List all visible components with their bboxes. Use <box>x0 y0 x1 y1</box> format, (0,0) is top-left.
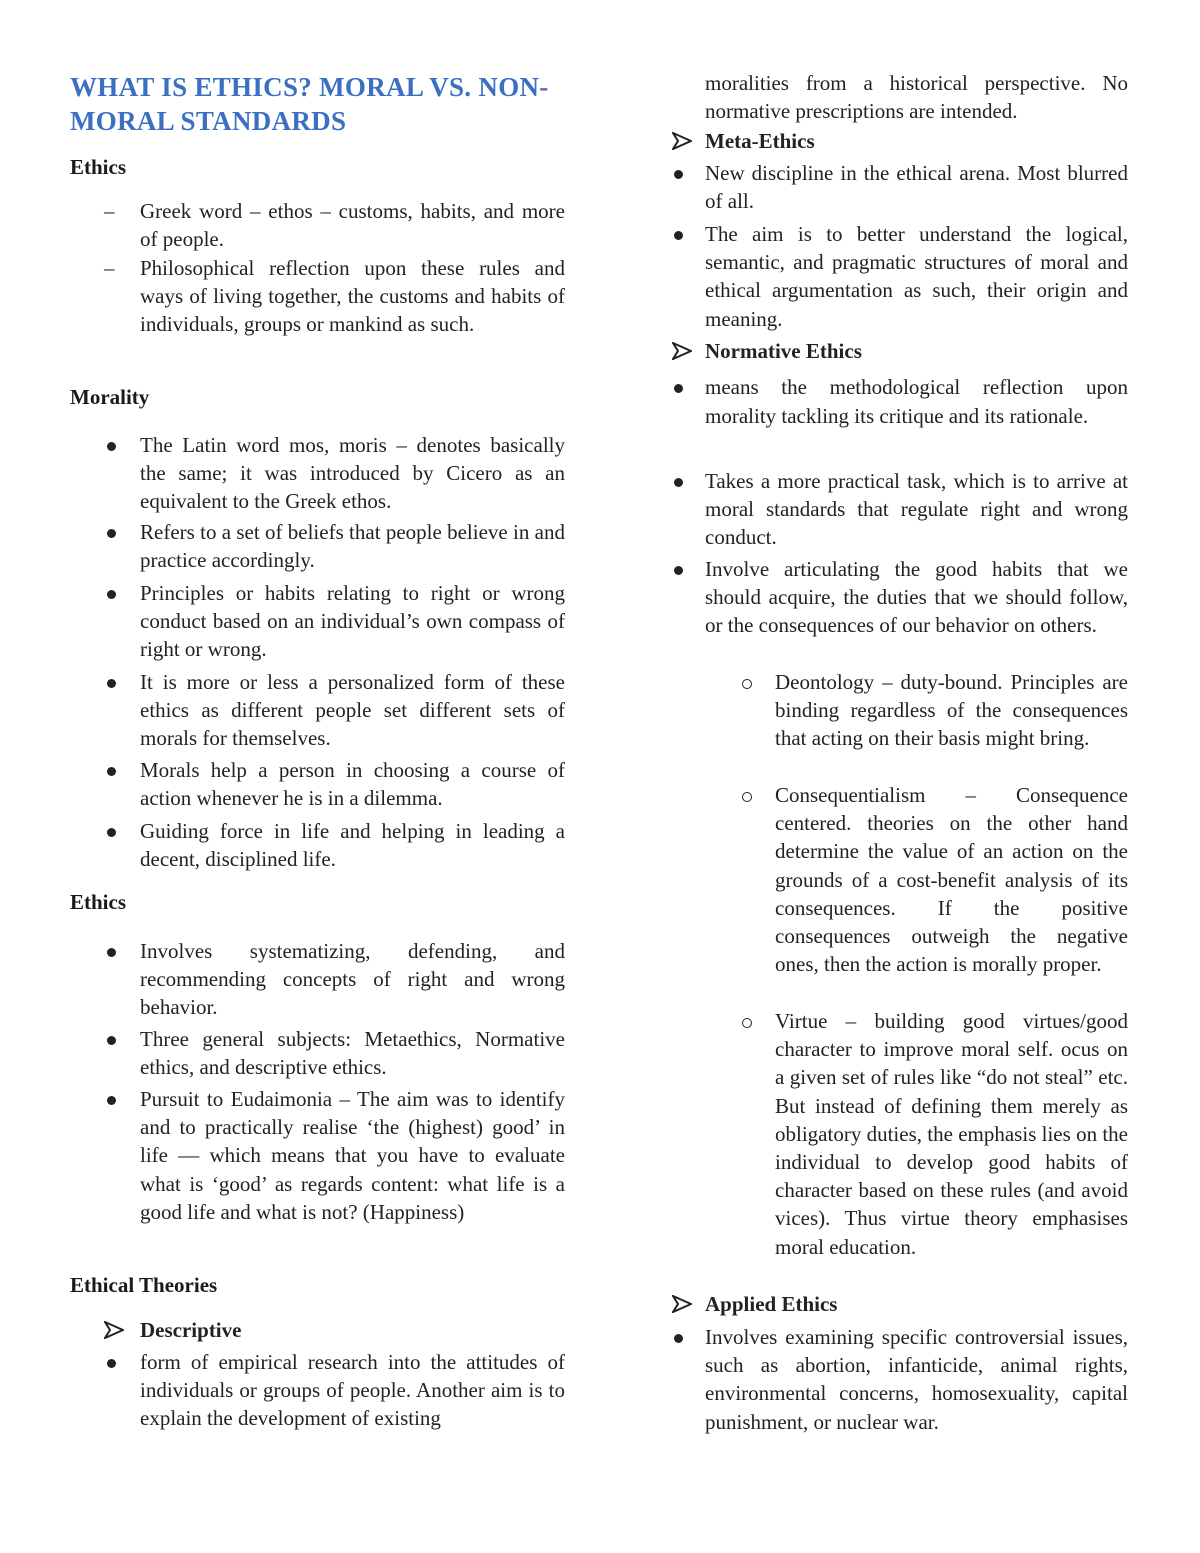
list-item: Refers to a set of beliefs that people believe in and practice accordingly. <box>140 520 565 573</box>
bullet-dot <box>107 529 116 538</box>
subsection-heading-meta-ethics: Meta-Ethics <box>705 129 815 153</box>
circle-bullet <box>742 792 752 802</box>
arrow-bullet-icon <box>672 342 692 360</box>
subsection-heading-normative-ethics: Normative Ethics <box>705 339 862 363</box>
sub-list-item: Deontology – duty-bound. Principles are binding regardless of the consequences that acting on their basis might bring. <box>775 670 1128 751</box>
list-item: form of empirical research into the attitudes of individuals or groups of people. Another aim is to explain the development of existing <box>140 1350 565 1431</box>
subsection-heading-applied-ethics: Applied Ethics <box>705 1292 838 1316</box>
bullet-dot <box>674 231 683 240</box>
list-item: Principles or habits relating to right or wrong conduct based on an individual’s own compass of right or wrong. <box>140 581 565 662</box>
section-heading-ethics-2: Ethics <box>70 890 127 914</box>
list-item: It is more or less a personalized form of these ethics as different people set different sets of morals for themselves. <box>140 670 565 751</box>
list-item: Pursuit to Eudaimonia – The aim was to identify and to practically realise ‘the (highest) good’ in life –– which means that you have to evaluate what is ‘good’ as regards content: what life is a good life and what is not? (Happiness) <box>140 1087 565 1224</box>
section-heading-morality: Morality <box>70 385 150 409</box>
bullet-dot <box>674 170 683 179</box>
bullet-dot <box>107 590 116 599</box>
list-item: Morals help a person in choosing a course of action whenever he is in a dilemma. <box>140 758 565 811</box>
bullet-dot <box>107 767 116 776</box>
bullet-dot <box>674 566 683 575</box>
arrow-bullet-icon <box>672 1295 692 1313</box>
bullet-dot <box>107 948 116 957</box>
arrow-bullet-icon <box>104 1321 124 1339</box>
bullet-dot <box>107 1096 116 1105</box>
list-item: Involve articulating the good habits that we should acquire, the duties that we should follow, or the consequences of our behavior on others. <box>705 557 1128 638</box>
bullet-dot <box>674 384 683 393</box>
section-heading-ethics: Ethics <box>70 155 127 179</box>
list-item: Takes a more practical task, which is to arrive at moral standards that regulate right and wrong conduct. <box>705 469 1128 550</box>
list-item: The aim is to better understand the logical, semantic, and pragmatic structures of moral and ethical argumentation as such, their origin and meaning. <box>705 222 1128 331</box>
list-item: Guiding force in life and helping in leading a decent, disciplined life. <box>140 819 565 872</box>
dash-bullet: – <box>104 199 115 223</box>
list-item: Involves examining specific controversial issues, such as abortion, infanticide, animal rights, environmental concerns, homosexuality, capital punishment, or nuclear war. <box>705 1325 1128 1434</box>
bullet-dot <box>107 679 116 688</box>
dash-bullet: – <box>104 256 115 280</box>
list-item: Involves systematizing, defending, and recommending concepts of right and wrong behavior. <box>140 939 565 1020</box>
list-item: The Latin word mos, moris – denotes basically the same; it was introduced by Cicero as an equivalent to the Greek ethos. <box>140 433 565 514</box>
bullet-dot <box>107 1359 116 1368</box>
subsection-heading-descriptive: Descriptive <box>140 1318 242 1342</box>
bullet-dot <box>107 828 116 837</box>
sub-list-item: Consequentialism – Consequence centered. theories on the other hand determine the value of an action on the grounds of a cost-benefit analysis of its consequences. If the positive consequences outweigh the negative ones, then the action is morally proper. <box>775 783 1128 977</box>
bullet-dot <box>674 478 683 487</box>
circle-bullet <box>742 679 752 689</box>
sub-list-item: Virtue – building good virtues/good character to improve moral self. ocus on a given set of rules like “do not steal” etc. But instead of defining them merely as obligatory duties, the emphasis lies on the individual to develop good habits of character based on these rules (and avoid vices). Thus virtue theory emphasises moral education. <box>775 1009 1128 1259</box>
list-item: New discipline in the ethical arena. Most blurred of all. <box>705 161 1128 214</box>
list-item: Three general subjects: Metaethics, Normative ethics, and descriptive ethics. <box>140 1027 565 1080</box>
section-heading-ethical-theories: Ethical Theories <box>70 1273 218 1297</box>
page-title: WHAT IS ETHICS? MORAL VS. NON-MORAL STANDARDS <box>70 72 549 136</box>
bullet-dot <box>107 442 116 451</box>
bullet-dot <box>674 1334 683 1343</box>
list-item: Greek word – ethos – customs, habits, and more of people. <box>140 199 565 252</box>
circle-bullet <box>742 1018 752 1028</box>
bullet-dot <box>107 1036 116 1045</box>
continuation-text: moralities from a historical perspective. No normative prescriptions are intended. <box>705 71 1128 124</box>
list-item: means the methodological reflection upon morality tackling its critique and its rationale. <box>705 375 1128 428</box>
list-item: Philosophical reflection upon these rules and ways of living together, the customs and habits of individuals, groups or mankind as such. <box>140 256 565 337</box>
arrow-bullet-icon <box>672 132 692 150</box>
